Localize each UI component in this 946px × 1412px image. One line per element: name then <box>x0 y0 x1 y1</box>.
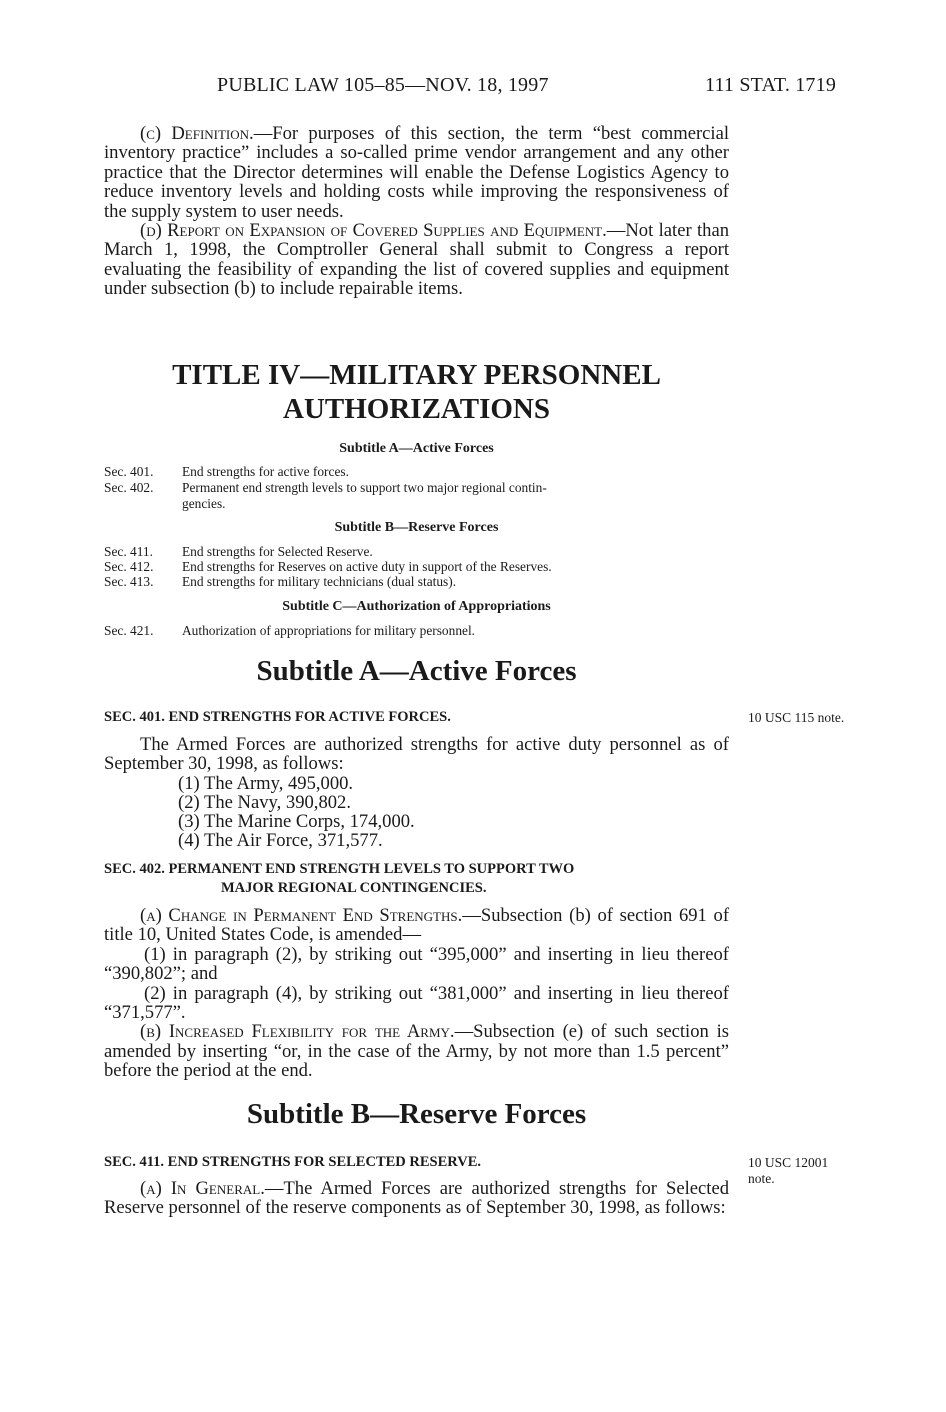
toc-entry <box>104 544 729 559</box>
toc-number: Sec. 402. <box>104 480 154 495</box>
toc-entry <box>104 559 729 574</box>
toc-number: Sec. 421. <box>104 623 154 638</box>
sec-411-title: SEC. 411. END STRENGTHS FOR SELECTED RESERVE. <box>104 1154 481 1170</box>
toc-text: End strengths for Reserves on active duty in support of the Reserves. <box>182 559 552 574</box>
toc-subtitle-b: Subtitle B—Reserve Forces <box>334 520 499 535</box>
sec-402-b-label: (b) Increased Flexibility for the Army. <box>140 1021 455 1043</box>
list-item: (1) The Army, 495,000. <box>178 773 354 794</box>
sec-401-title: SEC. 401. END STRENGTHS FOR ACTIVE FORCES. <box>104 709 451 725</box>
sec-401-text <box>104 735 729 774</box>
toc-number: Sec. 413. <box>104 574 154 589</box>
sec-402-b-text: —Subsection (e) of such section is amended by inserting “or, in the case of the Army, by not more than 1.5 percent” before the period at the end. <box>104 1021 729 1082</box>
sec-402-a-label: (a) Change in Permanent End Strengths. <box>140 905 463 926</box>
running-header-left: PUBLIC LAW 105–85—NOV. 18, 1997 <box>217 74 549 96</box>
sec-402-a2: (2) in paragraph (4), by striking out “381,000” and inserting in lieu thereof “371,577”. <box>104 982 729 1024</box>
toc-number: Sec. 401. <box>104 464 154 479</box>
toc-subtitle-c: Subtitle C—Authorization of Appropriations <box>282 599 551 614</box>
toc-entry <box>104 464 729 479</box>
sec-411-a-text: —The Armed Forces are authorized strengths for Selected Reserve personnel of the reserve components as of September 30, 1998, as follows: <box>104 1178 729 1219</box>
toc-number: Sec. 411. <box>104 544 153 559</box>
sec-411-body <box>104 1179 729 1218</box>
toc-text: End strengths for military technicians (dual status). <box>182 574 457 589</box>
sec-402-a-text: —Subsection (b) of section 691 of title 10, United States Code, is amended— <box>104 905 730 946</box>
sec-411-a-label: (a) In General. <box>140 1178 265 1199</box>
toc-text: End strengths for active forces. <box>182 464 349 479</box>
title-iv-heading <box>104 358 729 426</box>
toc-entry <box>104 623 729 638</box>
toc-text: Permanent end strength levels to support two major regional contin- <box>182 480 547 495</box>
definition-label: (c) Definition. <box>140 123 254 144</box>
toc-text: End strengths for Selected Reserve. <box>182 544 373 559</box>
margin-note-411-line1: 10 USC 12001 <box>748 1155 829 1170</box>
report-label: (d) Report on Expansion of Covered Supplies and Equipment. <box>140 220 607 242</box>
report-text: —Not later than March 1, 1998, the Comptroller General shall submit to Congress a report evaluating the feasibility of expanding the list of covered supplies and equipment under subsection (b) to include repairable items. <box>104 220 729 300</box>
sec-402-title-line1: SEC. 402. PERMANENT END STRENGTH LEVELS TO SUPPORT TWO <box>104 861 575 877</box>
sec-402-a1: (1) in paragraph (2), by striking out “395,000” and inserting in lieu thereof “390,802”; and <box>104 943 729 985</box>
list-item: (4) The Air Force, 371,577. <box>178 830 383 851</box>
title-line-2: AUTHORIZATIONS <box>283 393 550 425</box>
toc-entry <box>104 574 729 589</box>
sec-402-body <box>104 906 729 1081</box>
toc-entry <box>104 480 729 495</box>
margin-note-401: 10 USC 115 note. <box>748 710 845 725</box>
toc-continuation: gencies. <box>182 496 226 511</box>
sec-402-title-line2: MAJOR REGIONAL CONTINGENCIES. <box>221 880 487 896</box>
definition-text: —For purposes of this section, the term “best commercial inventory practice” includes a so-called prime vendor arrangement and any other practice that the Director determines will enable the Defense Logistics Agency to reduce inventory levels and holding costs while improving the responsiveness of the supply system to user needs. <box>104 123 730 222</box>
sec-401-paragraph: The Armed Forces are authorized strengths for active duty personnel as of September 30, 1998, as follows: <box>104 734 729 775</box>
list-item: (2) The Navy, 390,802. <box>178 792 351 813</box>
running-header-right: 111 STAT. 1719 <box>705 74 837 96</box>
toc-subtitle-a: Subtitle A—Active Forces <box>339 441 494 456</box>
list-item: (3) The Marine Corps, 174,000. <box>178 811 415 832</box>
subtitle-a-heading: Subtitle A—Active Forces <box>256 655 577 687</box>
margin-note-411-line2: note. <box>748 1171 775 1186</box>
title-line-1: TITLE IV—MILITARY PERSONNEL <box>172 359 661 391</box>
definition-paragraph <box>104 124 729 299</box>
toc-number: Sec. 412. <box>104 559 154 574</box>
subtitle-b-heading: Subtitle B—Reserve Forces <box>246 1098 587 1130</box>
toc-text: Authorization of appropriations for military personnel. <box>182 623 476 638</box>
